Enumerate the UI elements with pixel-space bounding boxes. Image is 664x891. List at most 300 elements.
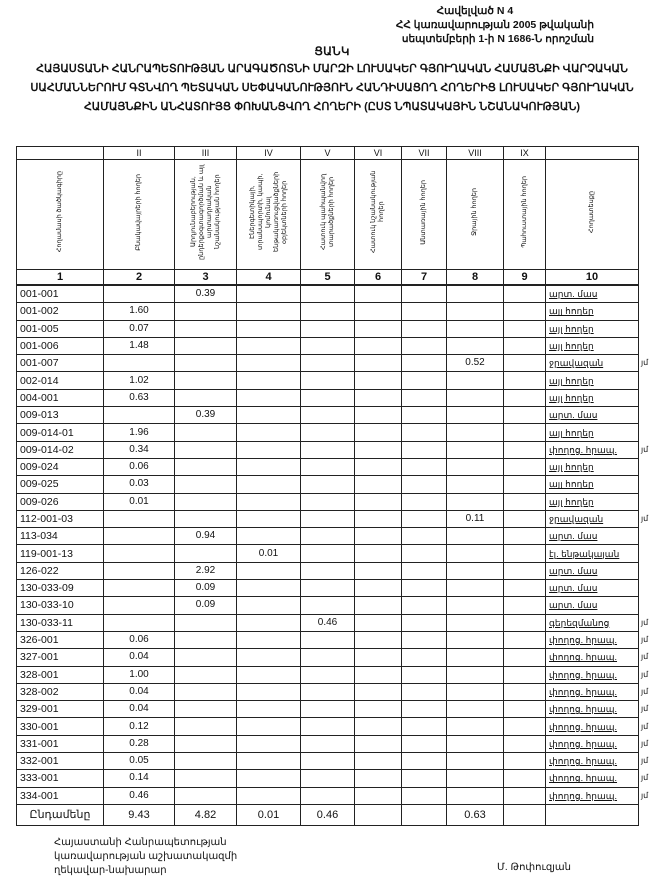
protected-land-value [301,701,355,718]
land-type: արտ. մաս [546,528,639,545]
protected-land-value [301,493,355,510]
roman-numeral: VIII [447,147,504,160]
settlement-land-value [104,614,175,631]
forest-land-value [402,683,447,700]
column-header-label: Հատուկ նշանակության հողեր [370,170,385,254]
industrial-land-value [175,458,237,475]
settlement-land-value [104,580,175,597]
parcel-code: 332-001 [17,753,104,770]
industrial-land-value [175,631,237,648]
table-row [17,649,639,666]
column-header [546,160,639,270]
table-row [17,528,639,545]
column-header-label: Անտառային հողեր [420,179,427,245]
water-land-value [447,562,504,579]
land-type: փողոց. հրապ. [546,701,639,718]
settlement-land-value: 0.07 [104,320,175,337]
special-land-value [355,614,402,631]
parcel-code: 004-001 [17,389,104,406]
reserve-land-value [504,424,546,441]
parcel-code: 329-001 [17,701,104,718]
land-type: արտ. մաս [546,597,639,614]
total-label: Ընդամենը [17,804,104,825]
forest-land-value [402,389,447,406]
column-header-label: Հողատեսքը [588,190,595,234]
forest-land-value [402,407,447,424]
signatory-line-1: Հայաստանի Հանրապետության [54,837,227,848]
reserve-land-value [504,528,546,545]
settlement-land-value: 0.05 [104,753,175,770]
land-type: այլ հողեր [546,476,639,493]
industrial-land-value [175,389,237,406]
water-land-value [447,753,504,770]
forest-land-value [402,337,447,354]
reserve-land-value [504,441,546,458]
protected-land-value [301,458,355,475]
settlement-land-value: 0.14 [104,770,175,787]
protected-land-value [301,355,355,372]
reserve-land-value [504,389,546,406]
industrial-land-value [175,476,237,493]
protected-land-value [301,787,355,804]
table-row [17,303,639,320]
forest-land-value [402,476,447,493]
reserve-land-value [504,597,546,614]
document-title: ՑԱՆԿ [314,46,350,58]
energy-land-value [237,424,301,441]
reserve-land-value [504,718,546,735]
table-row [17,337,639,354]
land-type: փողոց. հրապ. [546,787,639,804]
industrial-land-value [175,666,237,683]
forest-land-value [402,718,447,735]
reserve-land-value [504,614,546,631]
land-type: այլ հողեր [546,320,639,337]
table-row [17,510,639,527]
parcel-code: 331-001 [17,735,104,752]
protected-land-value [301,407,355,424]
protected-land-value [301,337,355,354]
protected-land-value [301,683,355,700]
water-land-value [447,528,504,545]
special-land-value [355,718,402,735]
roman-numeral: II [104,147,175,160]
parcel-code: 001-002 [17,303,104,320]
energy-land-value [237,528,301,545]
column-number: 3 [175,270,237,286]
reserve-land-value [504,510,546,527]
forest-land-value [402,510,447,527]
reserve-land-value [504,303,546,320]
roman-numeral: V [301,147,355,160]
water-land-value [447,441,504,458]
industrial-land-value [175,701,237,718]
table-row [17,701,639,718]
parcel-code: 328-002 [17,683,104,700]
settlement-land-value: 0.28 [104,735,175,752]
protected-land-value [301,528,355,545]
land-type: այլ հողեր [546,337,639,354]
water-land-value [447,787,504,804]
reserve-land-value [504,787,546,804]
water-land-value [447,545,504,562]
table-row [17,683,639,700]
special-land-value [355,441,402,458]
land-type: այլ հողեր [546,389,639,406]
table-row [17,320,639,337]
parcel-code: 112-001-03 [17,510,104,527]
water-land-value [447,303,504,320]
column-header-label: Պահուստային հողեր [520,176,528,248]
column-number-row [17,270,639,286]
protected-land-value [301,631,355,648]
land-type: փողոց. հրապ. [546,683,639,700]
table-row [17,580,639,597]
column-header-label: Հողամասի ծածկագիրը [56,171,63,253]
parcel-code: 002-014 [17,372,104,389]
settlement-land-value: 0.12 [104,718,175,735]
industrial-land-value [175,510,237,527]
column-header [17,160,104,270]
water-land-value [447,493,504,510]
special-land-value [355,580,402,597]
forest-land-value [402,787,447,804]
settlement-land-value: 0.06 [104,631,175,648]
column-header-label: Հատուկ պահպանվող տարածքների հողեր [319,173,335,251]
settlement-land-value [104,562,175,579]
column-number: 7 [402,270,447,286]
land-type: այլ հողեր [546,424,639,441]
special-land-value [355,562,402,579]
column-header [504,160,546,270]
table-row [17,718,639,735]
protected-land-value [301,285,355,303]
parcel-code: 001-005 [17,320,104,337]
land-type: էլ. ենթակայան [546,545,639,562]
reserve-land-value [504,666,546,683]
energy-land-value [237,787,301,804]
table-row [17,614,639,631]
forest-land-value [402,493,447,510]
industrial-land-value [175,441,237,458]
energy-land-value [237,735,301,752]
protected-land-value [301,424,355,441]
forest-land-value [402,701,447,718]
special-land-value [355,337,402,354]
settlement-land-value: 1.96 [104,424,175,441]
annex-number: Հավելված N 4 [436,5,514,17]
table-row [17,735,639,752]
parcel-code: 130-033-10 [17,597,104,614]
reserve-land-value [504,458,546,475]
water-land-value [447,649,504,666]
roman-numeral [546,147,639,160]
energy-land-value [237,631,301,648]
land-type: փողոց. հրապ. [546,753,639,770]
industrial-land-value [175,320,237,337]
column-header [237,160,301,270]
energy-land-value [237,493,301,510]
parcel-code: 009-013 [17,407,104,424]
land-type: արտ. մաս [546,580,639,597]
settlement-land-value [104,407,175,424]
industrial-land-value [175,770,237,787]
forest-land-value [402,562,447,579]
margin-note: յմ [641,444,649,454]
reserve-land-value [504,545,546,562]
industrial-land-value [175,372,237,389]
margin-note: յմ [641,686,649,696]
industrial-land-value [175,787,237,804]
energy-land-value [237,510,301,527]
energy-land-value [237,407,301,424]
signatory-title [54,836,237,878]
reserve-land-value [504,372,546,389]
protected-land-value [301,597,355,614]
document-subtitle: ՀԱՅԱՍՏԱՆԻ ՀԱՆՐԱՊԵՏՈՒԹՅԱՆ ԱՐԱԳԱԾՈՏՆԻ ՄԱՐԶԻ ԼՈՒՍԱԿԵՐ ԳՅՈՒՂԱԿԱՆ ՀԱՄԱՅՆՔԻ ՎԱՐՉԱԿԱՆ ՍԱՀՄԱՆՆԵՐՈՒՄ ԳՏՆՎՈՂ ՊԵՏԱԿԱՆ ՍԵՓԱԿԱՆՈՒԹՅՈՒՆ ՀԱՆԴԻՍԱՑՈՂ ՀՈՂԵՐԻՑ ԼՈՒՍԱԿԵՐ ԳՅՈՒՂԱԿԱՆ ՀԱՄԱՅՆՔԻՆ ԱՆՀԱՏՈՒՅՑ ՓՈԽԱՆՑՎՈՂ ՀՈՂԵՐԻ (ԸՍՏ ՆՊԱՏԱԿԱՅԻՆ ՆՇԱՆԱԿՈՒԹՅԱՆ) [30,63,634,113]
roman-numeral: VII [402,147,447,160]
special-land-value [355,303,402,320]
water-land-value [447,424,504,441]
energy-land-value [237,476,301,493]
table-row [17,631,639,648]
water-land-value [447,631,504,648]
total-settlement: 9.43 [104,804,175,825]
parcel-code: 333-001 [17,770,104,787]
land-type: այլ հողեր [546,372,639,389]
table-row [17,441,639,458]
reserve-land-value [504,770,546,787]
protected-land-value [301,649,355,666]
parcel-code: 009-026 [17,493,104,510]
reserve-land-value [504,476,546,493]
energy-land-value [237,562,301,579]
column-number: 5 [301,270,355,286]
column-header [447,160,504,270]
settlement-land-value: 1.48 [104,337,175,354]
industrial-land-value [175,735,237,752]
industrial-land-value [175,649,237,666]
forest-land-value [402,355,447,372]
protected-land-value [301,510,355,527]
energy-land-value [237,320,301,337]
water-land-value [447,597,504,614]
settlement-land-value [104,285,175,303]
special-land-value [355,372,402,389]
roman-numeral: IX [504,147,546,160]
industrial-land-value [175,303,237,320]
parcel-code: 334-001 [17,787,104,804]
special-land-value [355,545,402,562]
land-type: գերեզմանոց [546,614,639,631]
energy-land-value [237,701,301,718]
special-land-value [355,753,402,770]
table-row [17,562,639,579]
energy-land-value [237,770,301,787]
energy-land-value [237,597,301,614]
energy-land-value: 0.01 [237,545,301,562]
reserve-land-value [504,683,546,700]
special-land-value [355,510,402,527]
table-row [17,389,639,406]
forest-land-value [402,580,447,597]
total-energy: 0.01 [237,804,301,825]
forest-land-value [402,631,447,648]
column-number: 8 [447,270,504,286]
land-type: արտ. մաս [546,562,639,579]
special-land-value [355,389,402,406]
column-number: 4 [237,270,301,286]
parcel-code: 009-014-02 [17,441,104,458]
forest-land-value [402,458,447,475]
industrial-land-value: 0.39 [175,285,237,303]
forest-land-value [402,735,447,752]
total-reserve [504,804,546,825]
special-land-value [355,683,402,700]
reserve-land-value [504,407,546,424]
parcel-code: 001-001 [17,285,104,303]
reserve-land-value [504,701,546,718]
industrial-land-value [175,718,237,735]
land-type: փողոց. հրապ. [546,649,639,666]
land-type: այլ հողեր [546,303,639,320]
parcel-code: 327-001 [17,649,104,666]
margin-note: յմ [641,756,649,766]
annex-date: սեպտեմբերի 1-ի N 1686-Ն որոշման [401,33,594,45]
forest-land-value [402,753,447,770]
reserve-land-value [504,735,546,752]
reserve-land-value [504,320,546,337]
industrial-land-value [175,614,237,631]
table-row [17,753,639,770]
industrial-land-value [175,753,237,770]
parcel-code: 009-014-01 [17,424,104,441]
parcel-code: 328-001 [17,666,104,683]
land-table [16,146,639,826]
roman-numeral: IV [237,147,301,160]
industrial-land-value [175,545,237,562]
land-type: այլ հողեր [546,493,639,510]
energy-land-value [237,580,301,597]
water-land-value [447,614,504,631]
protected-land-value [301,718,355,735]
water-land-value [447,337,504,354]
industrial-land-value: 0.09 [175,597,237,614]
column-header [402,160,447,270]
industrial-land-value: 0.09 [175,580,237,597]
parcel-code: 130-033-11 [17,614,104,631]
water-land-value [447,735,504,752]
industrial-land-value [175,683,237,700]
column-number: 9 [504,270,546,286]
special-land-value [355,285,402,303]
water-land-value [447,683,504,700]
reserve-land-value [504,337,546,354]
special-land-value [355,407,402,424]
special-land-value [355,458,402,475]
energy-land-value [237,458,301,475]
land-type: այլ հողեր [546,458,639,475]
table-row [17,285,639,303]
energy-land-value [237,666,301,683]
protected-land-value [301,303,355,320]
table-row [17,770,639,787]
land-type: ջրավազան [546,510,639,527]
special-land-value [355,666,402,683]
table-row [17,493,639,510]
table-row [17,597,639,614]
total-forest [402,804,447,825]
forest-land-value [402,372,447,389]
parcel-code: 009-024 [17,458,104,475]
settlement-land-value: 0.04 [104,649,175,666]
special-land-value [355,355,402,372]
margin-note: յմ [641,635,649,645]
energy-land-value [237,614,301,631]
water-land-value [447,701,504,718]
protected-land-value [301,770,355,787]
margin-note: յմ [641,652,649,662]
table-row [17,407,639,424]
special-land-value [355,701,402,718]
reserve-land-value [504,649,546,666]
annex-reference [396,4,594,46]
column-header-label: Ջրային հողեր [471,188,478,236]
total-protected: 0.46 [301,804,355,825]
annex-decree: ՀՀ կառավարության 2005 թվականի [395,19,594,31]
water-land-value [447,372,504,389]
water-land-value [447,389,504,406]
special-land-value [355,735,402,752]
table-row [17,424,639,441]
special-land-value [355,528,402,545]
settlement-land-value: 1.00 [104,666,175,683]
margin-note: յմ [641,790,649,800]
protected-land-value [301,735,355,752]
total-row [17,804,639,825]
settlement-land-value: 1.60 [104,303,175,320]
settlement-land-value: 0.63 [104,389,175,406]
protected-land-value: 0.46 [301,614,355,631]
special-land-value [355,649,402,666]
roman-numeral: III [175,147,237,160]
protected-land-value [301,320,355,337]
reserve-land-value [504,753,546,770]
table-row [17,545,639,562]
total-special [355,804,402,825]
settlement-land-value: 0.46 [104,787,175,804]
industrial-land-value: 0.39 [175,407,237,424]
settlement-land-value [104,355,175,372]
water-land-value [447,320,504,337]
land-type: փողոց. հրապ. [546,441,639,458]
column-header [104,160,175,270]
settlement-land-value [104,528,175,545]
reserve-land-value [504,631,546,648]
settlement-land-value [104,545,175,562]
land-type: փողոց. հրապ. [546,666,639,683]
special-land-value [355,320,402,337]
reserve-land-value [504,580,546,597]
energy-land-value [237,372,301,389]
protected-land-value [301,389,355,406]
column-number: 1 [17,270,104,286]
column-header-label: Արդյունաբերության, ընդերքօգտագործման և այլ արտադրական նշանակության հողեր [189,164,221,260]
margin-note: յմ [641,721,649,731]
protected-land-value [301,372,355,389]
water-land-value [447,458,504,475]
land-type: արտ. մաս [546,407,639,424]
